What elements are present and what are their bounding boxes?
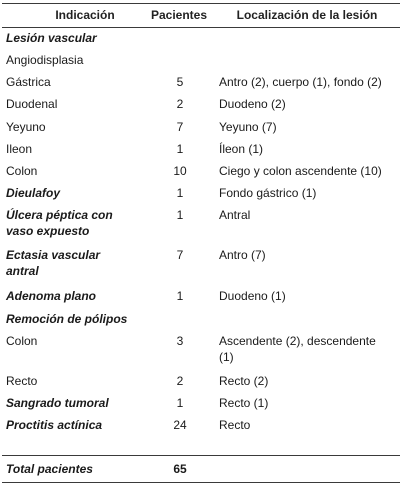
- header-localizacion: Localización de la lesión: [236, 8, 378, 22]
- row-indicacion: Colon: [6, 334, 38, 348]
- row-indicacion: Proctitis actínica: [6, 418, 103, 432]
- row-pacientes: 7: [176, 248, 184, 262]
- row-pacientes: 1: [176, 396, 184, 410]
- row-localizacion: Recto: [219, 418, 251, 432]
- row-localizacion: Íleon (1): [219, 142, 264, 156]
- row-pacientes: 10: [173, 164, 187, 178]
- row-pacientes: 1: [176, 142, 184, 156]
- header-pacientes: Pacientes: [150, 8, 208, 22]
- row-indicacion: Colon: [6, 164, 38, 178]
- row-localizacion: Duodeno (2): [219, 97, 286, 111]
- table-top-rule: [2, 3, 400, 4]
- row-pacientes: 7: [176, 120, 184, 134]
- row-indicacion: Gástrica: [6, 75, 51, 89]
- row-localizacion: Fondo gástrico (1): [219, 186, 317, 200]
- row-indicacion: Ileon: [6, 142, 33, 156]
- row-localizacion: Recto (1): [219, 396, 269, 410]
- row-indicacion: Recto: [6, 374, 38, 388]
- row-localizacion: Ciego y colon ascendente (10): [219, 164, 382, 178]
- row-indicacion: Remoción de pólipos: [6, 312, 128, 326]
- row-indicacion: Ectasia vascular antral: [6, 248, 101, 278]
- row-indicacion: Úlcera péptica con vaso expuesto: [6, 208, 113, 238]
- row-pacientes: 5: [176, 75, 184, 89]
- row-localizacion: Antral: [219, 208, 251, 222]
- row-pacientes: 1: [176, 208, 184, 222]
- row-indicacion: Dieulafoy: [6, 186, 61, 200]
- header-rule: [2, 27, 400, 28]
- row-indicacion: Adenoma plano: [6, 289, 97, 303]
- row-pacientes: 24: [173, 418, 187, 432]
- row-pacientes: 1: [176, 289, 184, 303]
- total-value: 65: [173, 462, 187, 476]
- row-pacientes: 1: [176, 186, 184, 200]
- row-localizacion: Duodeno (1): [219, 289, 286, 303]
- header-indicacion: Indicación: [55, 8, 115, 22]
- row-localizacion: Recto (2): [219, 374, 269, 388]
- row-indicacion: Sangrado tumoral: [6, 396, 109, 410]
- total-rule: [2, 455, 400, 456]
- row-localizacion: Antro (7): [219, 248, 266, 262]
- row-pacientes: 2: [176, 97, 184, 111]
- row-pacientes: 3: [176, 334, 184, 348]
- table-bottom-rule: [2, 482, 400, 483]
- row-localizacion: Ascendente (2), descendente (1): [219, 334, 376, 364]
- row-indicacion: Yeyuno: [6, 120, 46, 134]
- row-pacientes: 2: [176, 374, 184, 388]
- row-indicacion: Lesión vascular: [6, 31, 97, 45]
- row-indicacion: Duodenal: [6, 97, 58, 111]
- row-localizacion: Antro (2), cuerpo (1), fondo (2): [219, 75, 382, 89]
- total-label: Total pacientes: [6, 462, 93, 476]
- row-localizacion: Yeyuno (7): [219, 120, 277, 134]
- row-indicacion: Angiodisplasia: [6, 53, 84, 67]
